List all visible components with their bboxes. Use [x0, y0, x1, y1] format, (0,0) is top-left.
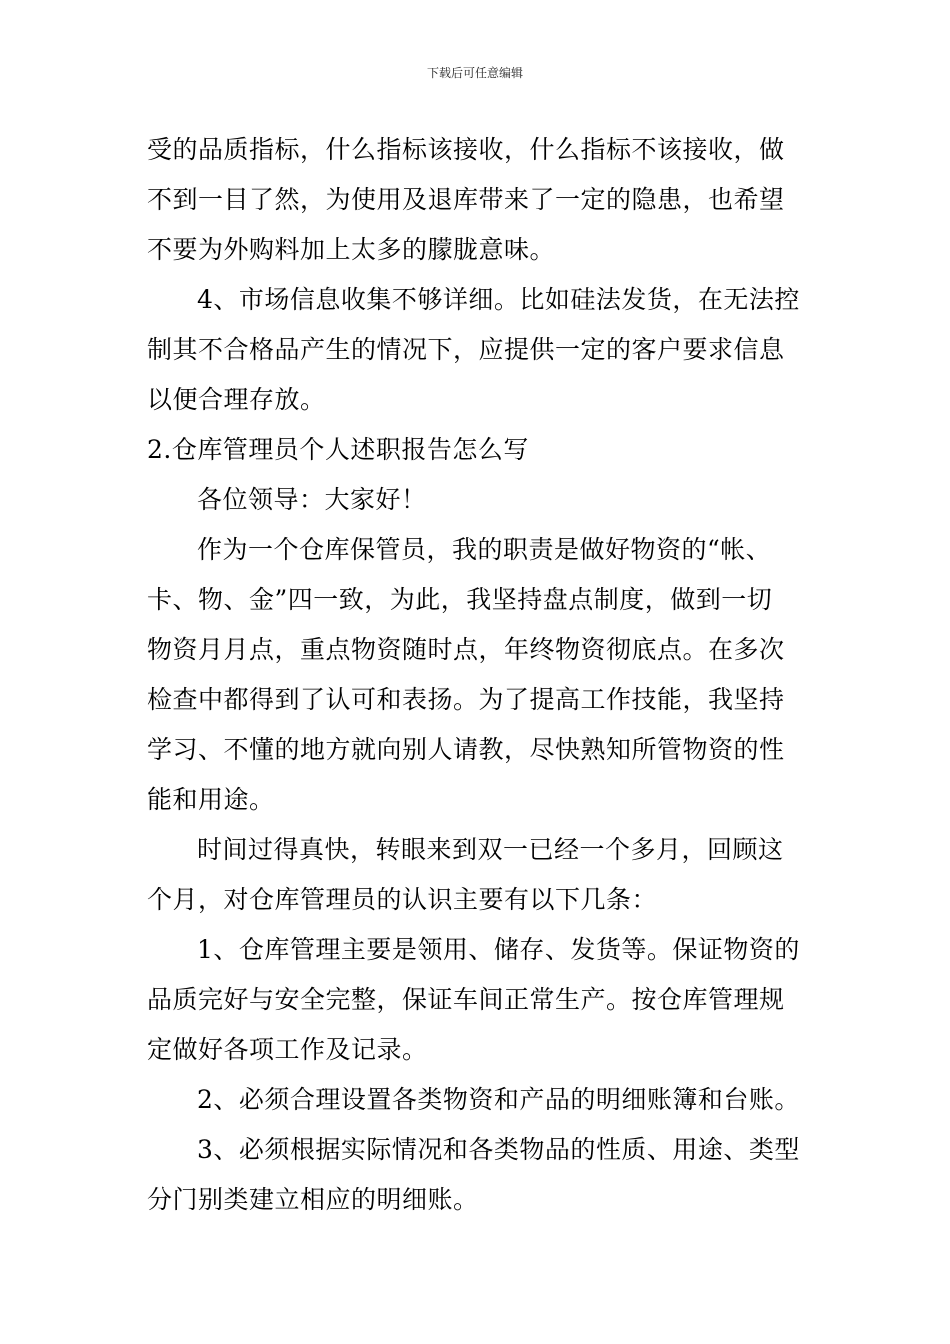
- text-line: 2.仓库管理员个人述职报告怎么写: [147, 435, 529, 464]
- text-line: 4、市场信息收集不够详细。比如硅法发货，在无法控: [197, 285, 800, 314]
- text-line: 3、必须根据实际情况和各类物品的性质、用途、类型: [197, 1135, 800, 1164]
- text-line: 不要为外购料加上太多的朦胧意味。: [147, 235, 556, 264]
- text-line: 1、仓库管理主要是领用、储存、发货等。保证物资的: [197, 935, 800, 964]
- text-line: 各位领导：大家好！: [197, 485, 427, 514]
- document-body: [147, 125, 807, 1225]
- text-line: 学习、不懂的地方就向别人请教，尽快熟知所管物资的性: [147, 735, 785, 764]
- text-line: 能和用途。: [147, 785, 275, 814]
- text-line: 以便合理存放。: [147, 385, 326, 414]
- text-line: 物资月月点，重点物资随时点，年终物资彻底点。在多次: [147, 635, 785, 664]
- text-line: 分门别类建立相应的明细账。: [147, 1185, 479, 1214]
- text-line: 检查中都得到了认可和表扬。为了提高工作技能，我坚持: [147, 685, 785, 714]
- text-line: 品质完好与安全完整，保证车间正常生产。按仓库管理规: [147, 985, 785, 1014]
- text-line: 定做好各项工作及记录。: [147, 1035, 428, 1064]
- text-line: 制其不合格品产生的情况下，应提供一定的客户要求信息: [147, 335, 785, 364]
- page-header: 下载后可任意编辑: [426, 66, 523, 80]
- text-line: 个月，对仓库管理员的认识主要有以下几条：: [147, 885, 658, 914]
- text-line: 2、必须合理设置各类物资和产品的明细账簿和台账。: [197, 1085, 800, 1114]
- text-line: 作为一个仓库保管员，我的职责是做好物资的“帐、: [197, 535, 772, 564]
- text-line: 时间过得真快，转眼来到双一已经一个多月，回顾这: [197, 835, 784, 864]
- text-line: 卡、物、金”四一致，为此，我坚持盘点制度，做到一切: [147, 585, 773, 614]
- text-line: 受的品质指标，什么指标该接收，什么指标不该接收，做: [147, 135, 785, 164]
- text-line: 不到一目了然，为使用及退库带来了一定的隐患，也希望: [147, 185, 785, 214]
